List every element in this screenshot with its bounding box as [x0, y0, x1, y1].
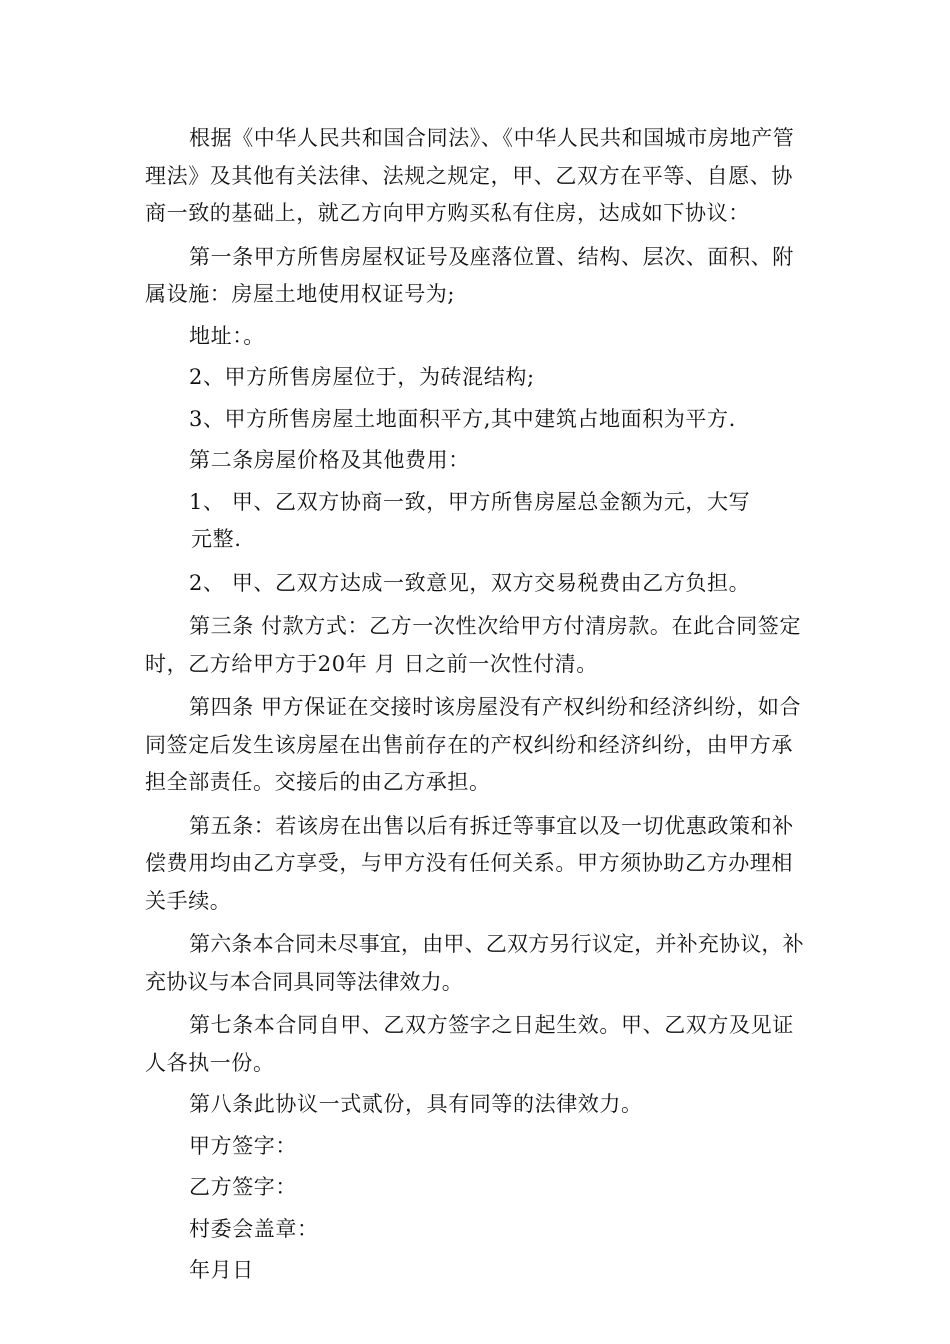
village-committee-seal-line: 村委会盖章： — [189, 1216, 319, 1241]
article-1-item-3: 3、甲方所售房屋土地面积平方,其中建筑占地面积为平方. — [189, 406, 736, 431]
article-3-paragraph: 第三条 付款方式：乙方一次性次给甲方付清房款。在此合同签定时，乙方给甲方于20年 月 日之前一次性付清。 — [145, 614, 802, 676]
article-7-paragraph: 第七条本合同自甲、乙双方签字之日起生效。甲、乙双方及见证人各执一份。 — [145, 1013, 794, 1075]
article-2-item-1: 1、 甲、乙双方协商一致，甲方所售房屋总金额为元，大写 — [189, 489, 751, 514]
article-2-item-2: 2、 甲、乙双方达成一致意见，双方交易税费由乙方负担。 — [189, 570, 751, 595]
party-b-signature-line: 乙方签字： — [189, 1175, 297, 1199]
article-1-item-2: 2、甲方所售房屋位于，为砖混结构; — [189, 365, 535, 389]
article-1-paragraph: 第一条甲方所售房屋权证号及座落位置、结构、层次、面积、附属设施：房屋土地使用权证号为; — [145, 244, 794, 306]
article-4-paragraph: 第四条 甲方保证在交接时该房屋没有产权纠纷和经济纠纷，如合同签定后发生该房屋在出售前存在的产权纠纷和经济纠纷，由甲方承担全部责任。交接后的由乙方承担。 — [145, 695, 802, 794]
date-line: 年月日 — [189, 1258, 254, 1282]
article-8-paragraph: 第八条此协议一式贰份，具有同等的法律效力。 — [189, 1092, 643, 1116]
contract-body — [145, 120, 807, 1290]
preamble-paragraph: 根据《中华人民共和国合同法》、《中华人民共和国城市房地产管理法》及其他有关法律、法规之规定，甲、乙双方在平等、自愿、协商一致的基础上，就乙方向甲方购买私有住房，达成如下协议： — [145, 126, 795, 225]
article-5-paragraph: 第五条：若该房在出售以后有拆迁等事宜以及一切优惠政策和补偿费用均由乙方享受，与甲方没有任何关系。甲方须协助乙方办理相关手续。 — [145, 813, 794, 913]
article-6-paragraph: 第六条本合同未尽事宜，由甲、乙双方另行议定，并补充协议，补充协议与本合同具同等法律效力。 — [145, 932, 804, 994]
party-a-signature-line: 甲方签字： — [189, 1133, 297, 1158]
address-line: 地址：。 — [189, 323, 265, 348]
article-2-item-1-continuation: 元整. — [191, 527, 242, 551]
article-2-heading: 第二条房屋价格及其他费用： — [189, 448, 470, 472]
